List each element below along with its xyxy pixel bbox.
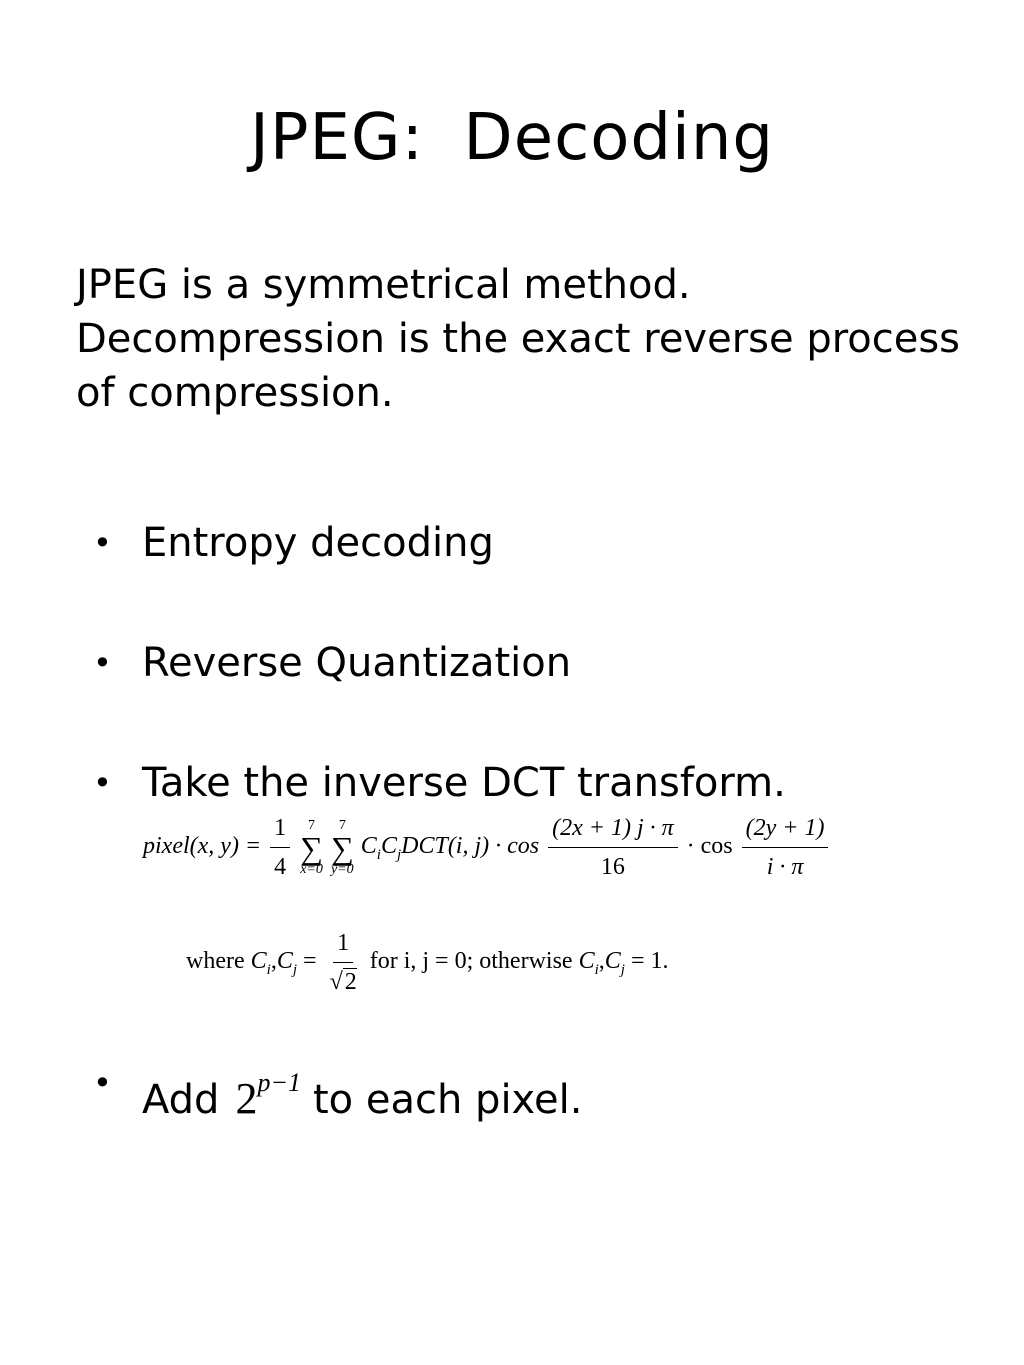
bullet-text-after: to each pixel. <box>313 1077 583 1123</box>
intro-line-3: of compression. <box>76 370 394 416</box>
coef-subscript: i <box>266 962 271 979</box>
bullet-text-before: Add <box>142 1077 220 1123</box>
fraction-denominator <box>326 963 361 997</box>
intro-paragraph <box>76 258 996 420</box>
bullet-dot: • <box>93 524 112 562</box>
fraction-numerator: 1 <box>270 813 290 848</box>
inv-sqrt2-fraction <box>326 928 361 997</box>
equals: = <box>297 948 317 975</box>
sigma-symbol: ∑ <box>330 829 354 866</box>
condition-text: for i, j = 0; otherwise <box>369 948 573 975</box>
cos-argument-1 <box>548 813 678 882</box>
power-expression <box>235 1068 301 1123</box>
fraction-numerator: 1 <box>333 928 353 963</box>
coefficient-definition <box>186 928 668 997</box>
power-exponent: p−1 <box>257 1068 301 1097</box>
cos-operator: · cos <box>686 833 733 860</box>
comma: , <box>270 948 277 975</box>
slide-title: JPEG: Decoding <box>250 101 774 175</box>
equals-one: = 1. <box>624 948 669 975</box>
bullet-text: Entropy decoding <box>142 520 494 566</box>
sum-x <box>300 819 323 877</box>
sum-y <box>331 819 354 877</box>
coef-c: C <box>276 948 293 975</box>
power-base: 2 <box>235 1074 258 1123</box>
bullet-dot: • <box>93 764 112 802</box>
coef-c: C <box>250 948 267 975</box>
sum-lower-limit: y=0 <box>331 861 354 877</box>
bullet-add-offset <box>93 1058 582 1125</box>
idct-formula <box>143 813 831 882</box>
where-word: where <box>186 948 245 975</box>
sum-lower-limit: x=0 <box>300 861 323 877</box>
fraction-numerator: (2x + 1) j · π <box>548 813 678 848</box>
sqrt-radicand: 2 <box>344 969 357 995</box>
sum-upper-limit: 7 <box>308 817 316 833</box>
coef-subscript: j <box>620 962 625 979</box>
sqrt-symbol: √ <box>329 969 343 995</box>
bullet-dot: • <box>93 1064 112 1102</box>
bullet-dot: • <box>93 644 112 682</box>
bullet-reverse-quantization <box>93 638 571 688</box>
coef-subscript: j <box>292 962 298 979</box>
coef-subscript: j <box>396 847 402 864</box>
cos-argument-2 <box>742 813 829 882</box>
fraction-numerator: (2y + 1) <box>742 813 829 848</box>
sum-upper-limit: 7 <box>338 817 346 833</box>
dct-term: DCT(i, j) · cos <box>401 833 540 860</box>
coef-c: C <box>604 948 621 975</box>
fraction-denominator: 4 <box>274 854 287 880</box>
fraction-denominator: 16 <box>600 854 625 880</box>
intro-line-1: JPEG is a symmetrical method. <box>76 262 691 308</box>
comma: , <box>598 948 605 975</box>
bullet-entropy-decoding <box>93 518 494 568</box>
fraction-denominator: i · π <box>766 854 804 880</box>
coef-subscript: i <box>594 962 599 979</box>
coef-subscript: i <box>376 847 381 864</box>
quarter-fraction <box>270 813 290 882</box>
coef-c: C <box>380 833 397 860</box>
formula-lhs: pixel(x, y) = <box>143 833 262 860</box>
bullet-text: Take the inverse DCT transform. <box>142 760 786 806</box>
sigma-symbol: ∑ <box>300 829 323 866</box>
bullet-inverse-dct <box>93 758 786 808</box>
coef-c: C <box>360 833 377 860</box>
bullet-text: Reverse Quantization <box>142 640 572 686</box>
intro-line-2: Decompression is the exact reverse process <box>76 316 961 362</box>
coef-c: C <box>578 948 595 975</box>
